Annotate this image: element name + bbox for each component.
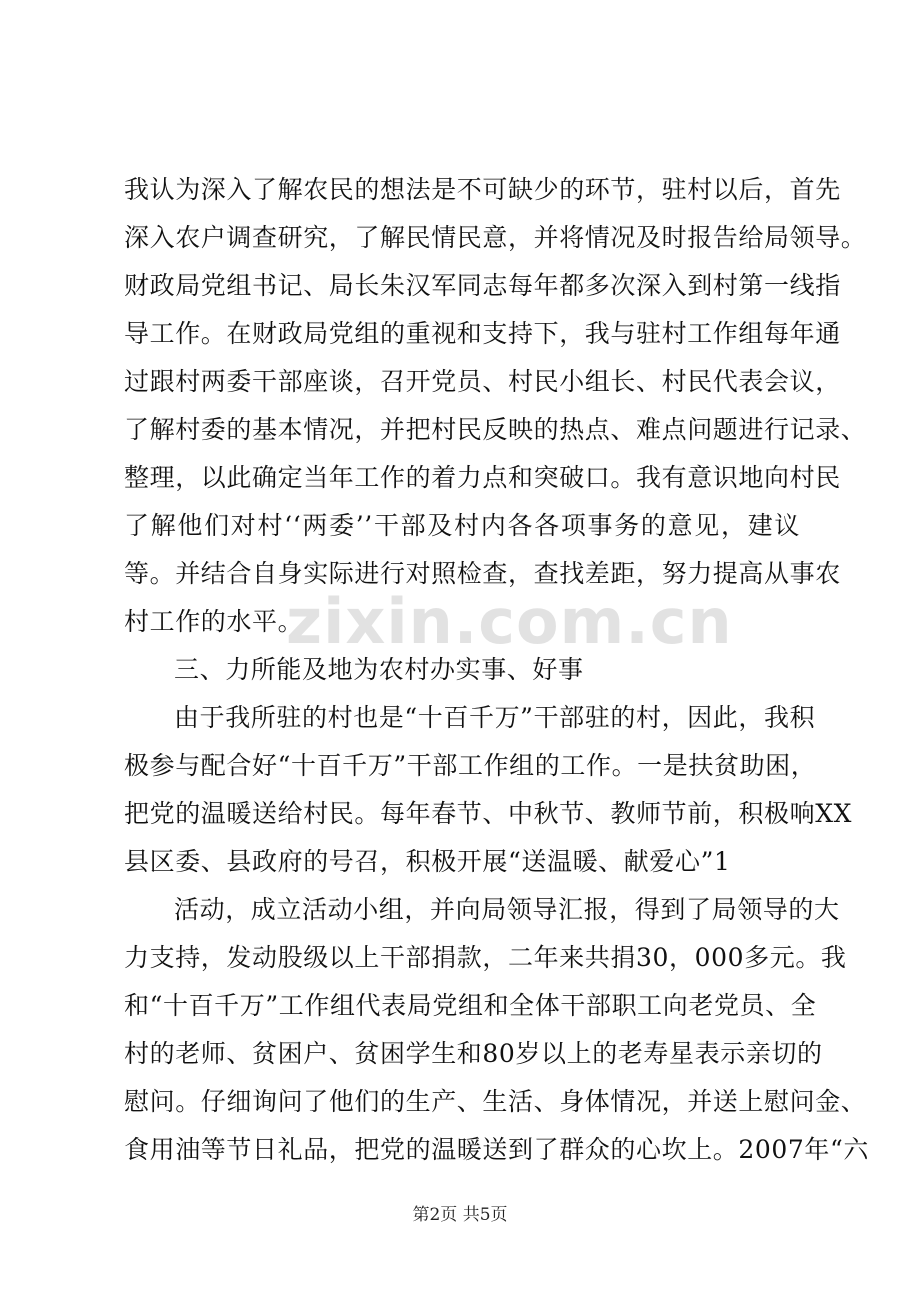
body-line-12: 由于我所驻的村也是“十百千万”干部驻的村，因此，我积	[174, 703, 816, 732]
body-line-16: 活动，成立活动小组，并向局领导汇报，得到了局领导的大	[174, 895, 840, 924]
body-line-8: 了解他们对村‘‘两委’’干部及村内各各项事务的意见，建议	[124, 511, 800, 540]
section-heading: 三、力所能及地为农村办实事、好事	[174, 655, 584, 684]
body-line-15: 县区委、县政府的号召，积极开展“送温暖、献爱心”1	[124, 847, 731, 876]
body-line-14: 把党的温暖送给村民。每年春节、中秋节、教师节前，积极响XX	[124, 799, 852, 828]
body-line-3: 财政局党组书记、局长朱汉军同志每年都多次深入到村第一线指	[124, 271, 841, 300]
body-line-18: 和“十百千万”工作组代表局党组和全体干部职工向老党员、全	[124, 991, 817, 1020]
body-line-21: 食用油等节日礼品，把党的温暖送到了群众的心坎上。2007年“六	[124, 1135, 870, 1164]
body-line-6: 了解村委的基本情况，并把村民反映的热点、难点问题进行记录、	[124, 415, 867, 444]
body-line-17: 力支持，发动股级以上干部捐款，二年来共捐30，000多元。我	[124, 943, 847, 972]
watermark: zixin.com.cn	[286, 585, 733, 658]
body-line-2: 深入农户调查研究，了解民情民意，并将情况及时报告给局领导。	[124, 223, 867, 252]
body-line-1: 我认为深入了解农民的想法是不可缺少的环节，驻村以后，首先	[124, 175, 841, 204]
body-line-20: 慰问。仔细询问了他们的生产、生活、身体情况，并送上慰问金、	[124, 1087, 867, 1116]
body-line-7: 整理，以此确定当年工作的着力点和突破口。我有意识地向村民	[124, 463, 841, 492]
body-line-5: 过跟村两委干部座谈，召开党员、村民小组长、村民代表会议，	[124, 367, 841, 396]
body-line-19: 村的老师、贫困户、贫困学生和80岁以上的老寿星表示亲切的	[124, 1039, 823, 1068]
body-line-13: 极参与配合好“十百千万”干部工作组的工作。一是扶贫助困，	[124, 751, 817, 780]
page-footer: 第2页 共5页	[412, 1205, 508, 1225]
body-line-10: 村工作的水平。	[124, 607, 304, 636]
body-line-4: 导工作。在财政局党组的重视和支持下，我与驻村工作组每年通	[124, 319, 841, 348]
body-line-9: 等。并结合自身实际进行对照检查，查找差距，努力提高从事农	[124, 559, 841, 588]
